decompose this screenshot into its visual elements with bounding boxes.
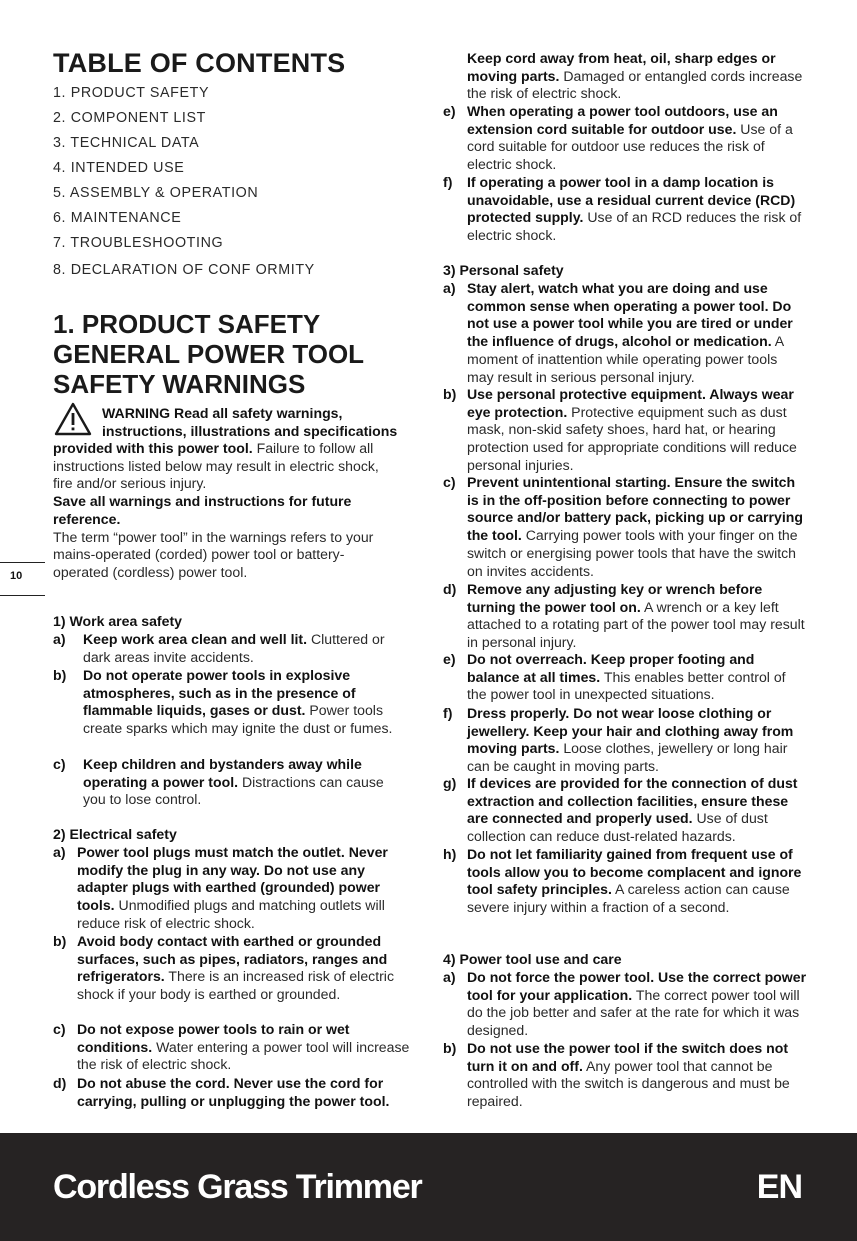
warning-text: Failure to follow all <box>252 440 374 456</box>
item-label: a) <box>443 969 456 985</box>
save-warning-text: reference. <box>53 510 121 527</box>
item-text: Protective equipment such as dust mask, non-skid safety shoes, hard hat, or hearing protection used for appropriate conditions will reduce personal injuries. <box>467 403 797 473</box>
item-label: d) <box>53 1075 67 1091</box>
list-item <box>443 581 807 652</box>
item-bold: If devices are provided for the connection of dust extraction and collection facilities, ensure these are connected and properly used. <box>467 775 798 827</box>
toc-item: 7. TROUBLESHOOTING <box>53 235 224 251</box>
page-number-tab <box>0 562 45 596</box>
item-bold: Prevent unintentional starting. Ensure the switch is in the off-position before connecting to power source and/or battery pack, picking up or carrying the tool. <box>467 474 803 544</box>
item-bold: Do not overreach. Keep proper footing and balance at all times. <box>467 651 755 685</box>
item-bold: Do not use the power tool if the switch does not turn it on and off. <box>467 1040 789 1074</box>
footer-band <box>0 1133 857 1241</box>
item-text: Power tools create sparks which may ignite the dust or fumes. <box>83 702 393 737</box>
item-text: This enables better control of the power tool in unexpected situations. <box>467 668 786 703</box>
item-text: Cluttered or dark areas invite accidents. <box>83 631 385 665</box>
item-bold: Stay alert, watch what you are doing and use common sense when operating a power tool. Do not use a power tool while you are tired or under the influence of drugs, alcohol or medication. <box>467 280 793 350</box>
section-title <box>53 309 423 399</box>
item-bold: Dress properly. Do not wear loose clothing or jewellery. Keep your hair and clothing away from moving parts. <box>467 705 794 757</box>
list-item <box>53 756 403 809</box>
list-item-continued <box>443 50 807 103</box>
save-warning-text: Save all warnings and instructions for future <box>53 493 352 510</box>
item-text: Damaged or entangled cords increase the risk of electric shock. <box>467 67 803 102</box>
item-text: Use of a cord suitable for outdoor use reduces the risk of electric shock. <box>467 120 793 173</box>
item-bold: Keep cord away from heat, oil, sharp edges or moving parts. <box>467 50 776 84</box>
list-item <box>443 386 807 475</box>
item-bold: Power tool plugs must match the outlet. Never modify the plug in any way. Do not use any adapter plugs with earthed (grounded) power tools. <box>77 844 388 914</box>
term-text: mains-operated (corded) power tool or battery- <box>53 546 345 563</box>
item-label: b) <box>443 386 457 402</box>
toc-item: 2. COMPONENT LIST <box>53 110 206 126</box>
item-text: Carrying power tools with your finger on the switch or energising power tools that have the switch on invites accidents. <box>467 527 798 579</box>
toc-item: 4. INTENDED USE <box>53 160 185 176</box>
item-label: b) <box>53 933 67 949</box>
list-item <box>443 705 807 776</box>
item-text: A careless action can cause severe injury within a fraction of a second. <box>467 881 790 916</box>
section-title-line: 1. PRODUCT SAFETY <box>53 309 321 339</box>
page-number: 10 <box>10 570 23 582</box>
list-item <box>53 933 415 1004</box>
term-text: The term “power tool” in the warnings refers to your <box>53 528 374 545</box>
list-item <box>443 474 807 580</box>
toc-item: 3. TECHNICAL DATA <box>53 135 200 151</box>
item-label: g) <box>443 775 457 791</box>
item-label: a) <box>443 280 456 296</box>
item-text: Water entering a power tool will increase the risk of electric shock. <box>77 1038 410 1073</box>
item-text: Use of an RCD reduces the risk of electric shock. <box>467 209 802 244</box>
item-bold: Avoid body contact with earthed or grounded surfaces, such as pipes, radiators, ranges and refrigerators. <box>77 933 388 985</box>
item-label: e) <box>443 651 456 667</box>
section-title-line: GENERAL POWER TOOL <box>53 339 365 369</box>
list-item <box>443 103 807 174</box>
item-text: Any power tool that cannot be controlled with the switch is dangerous and must be repaired. <box>467 1057 790 1110</box>
item-bold: Do not abuse the cord. Never use the cord for carrying, pulling or unplugging the power tool. <box>77 1075 390 1109</box>
item-bold: Do not expose power tools to rain or wet conditions. <box>77 1021 350 1055</box>
item-text: There is an increased risk of electric shock if your body is earthed or grounded. <box>77 968 394 1003</box>
toc-item: 8. DECLARATION OF CONF ORMITY <box>53 262 315 278</box>
item-text: A wrench or a key left attached to a rotating part of the power tool may result in personal injury. <box>467 598 805 651</box>
item-text: Unmodified plugs and matching outlets will reduce risk of electric shock. <box>77 897 385 931</box>
item-label: c) <box>53 1021 66 1037</box>
list-item <box>53 1075 415 1110</box>
item-label: b) <box>443 1040 457 1056</box>
item-bold: Do not operate power tools in explosive atmospheres, such as in the presence of flammable liquids, gases or dust. <box>83 667 356 719</box>
item-bold: Keep work area clean and well lit. <box>83 631 308 647</box>
warning-text: provided with this power tool. <box>53 440 253 456</box>
list-item <box>53 667 403 738</box>
warning-text: WARNING Read all safety warnings, <box>102 405 343 421</box>
list-item <box>443 174 807 245</box>
warning-text: instructions, illustrations and specifications <box>102 422 398 439</box>
list-item <box>443 280 807 386</box>
item-label: c) <box>443 474 456 490</box>
list-item <box>53 844 415 933</box>
list-item <box>53 631 403 666</box>
subsection-heading: 1) Work area safety <box>53 613 182 629</box>
item-bold: When operating a power tool outdoors, use an extension cord suitable for outdoor use. <box>467 103 778 137</box>
section-title-line: SAFETY WARNINGS <box>53 369 306 399</box>
warning-text: instructions listed below may result in electric shock, <box>53 457 379 474</box>
item-bold: Remove any adjusting key or wrench before turning the power tool on. <box>467 581 763 615</box>
list-item <box>443 775 807 846</box>
item-text: Use of dust collection can reduce dust-related hazards. <box>467 810 768 845</box>
product-title: Cordless Grass Trimmer <box>53 1168 422 1206</box>
subsection-heading: 4) Power tool use and care <box>443 951 622 967</box>
item-bold: Do not let familiarity gained from frequent use of tools allow you to become complacent and ignore tool safety principles. <box>467 846 802 898</box>
subsection-heading: 2) Electrical safety <box>53 826 177 842</box>
item-label: c) <box>53 756 66 772</box>
toc-title: TABLE OF CONTENTS <box>53 48 346 78</box>
list-item <box>443 969 807 1040</box>
item-text: The correct power tool will do the job better and safer at the rate for which it was designed. <box>467 986 800 1039</box>
item-bold: Keep children and bystanders away while operating a power tool. <box>83 756 362 790</box>
item-label: d) <box>443 581 457 597</box>
toc-item: 1. PRODUCT SAFETY <box>53 85 210 101</box>
item-text: Loose clothes, jewellery or long hair can be caught in moving parts. <box>467 740 788 775</box>
item-bold: Do not force the power tool. Use the correct power tool for your application. <box>467 969 807 1003</box>
toc-item: 5. ASSEMBLY & OPERATION <box>53 185 259 201</box>
list-item <box>443 846 807 917</box>
item-label: f) <box>443 705 453 721</box>
list-item <box>443 651 807 704</box>
item-text: Distractions can cause you to lose control. <box>83 773 384 808</box>
language-code: EN <box>756 1168 802 1206</box>
warning-text: fire and/or serious injury. <box>53 475 207 492</box>
item-label: b) <box>53 667 67 683</box>
toc-item: 6. MAINTENANCE <box>53 210 182 226</box>
item-label: f) <box>443 174 453 190</box>
list-item <box>53 1021 415 1074</box>
item-label: h) <box>443 846 457 862</box>
item-bold: If operating a power tool in a damp location is unavoidable, use a residual current device (RCD) protected supply. <box>467 174 796 226</box>
item-label: e) <box>443 103 456 119</box>
warning-lines <box>102 405 422 440</box>
item-text: A moment of inattention while operating power tools may result in serious personal injury. <box>467 333 784 385</box>
warning-triangle-icon <box>54 402 92 436</box>
term-text: operated (cordless) power tool. <box>53 563 248 580</box>
item-bold: Use personal protective equipment. Always wear eye protection. <box>467 386 794 420</box>
item-label: a) <box>53 844 66 860</box>
warning-paragraph <box>53 440 423 582</box>
subsection-heading: 3) Personal safety <box>443 262 564 278</box>
list-item <box>443 1040 807 1111</box>
item-label: a) <box>53 631 66 647</box>
